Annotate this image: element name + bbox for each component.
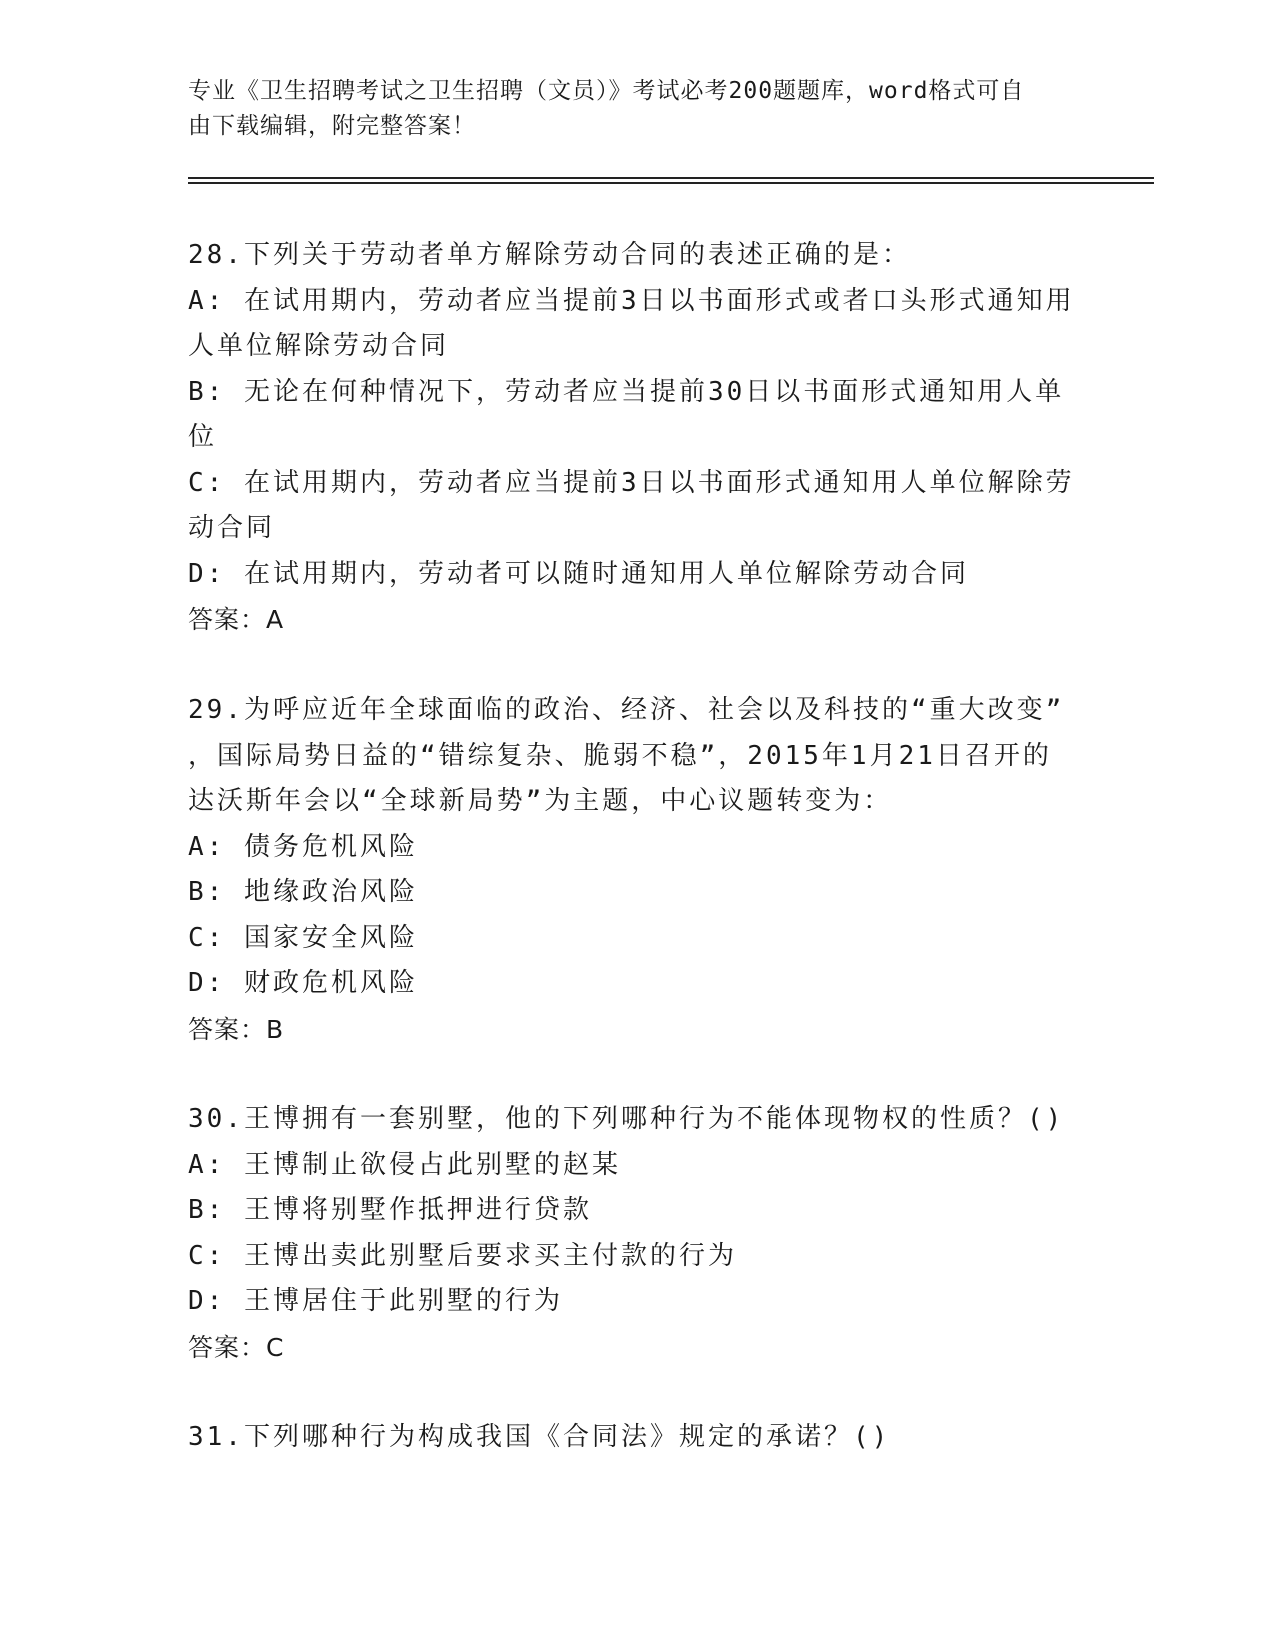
document-header bbox=[188, 74, 1068, 144]
question-stem-cont: ，国际局势日益的“错综复杂、脆弱不稳”，2015年1月21日召开的 bbox=[188, 740, 1052, 771]
option-d: D: 王博居住于此别墅的行为 bbox=[188, 1286, 563, 1316]
question-stem: 31.下列哪种行为构成我国《合同法》规定的承诺？() bbox=[188, 1422, 891, 1452]
question-28 bbox=[188, 233, 1088, 643]
answer-label: 答案：B bbox=[188, 1014, 285, 1044]
option-c: C: 在试用期内，劳动者应当提前3日以书面形式通知用人单位解除劳 bbox=[188, 467, 1075, 498]
option-c: C: 国家安全风险 bbox=[188, 922, 418, 953]
option-b: B: 王博将别墅作抵押进行贷款 bbox=[188, 1195, 592, 1225]
option-a: A: 债务危机风险 bbox=[188, 831, 418, 862]
option-d: D: 财政危机风险 bbox=[188, 968, 418, 998]
option-b: B: 地缘政治风险 bbox=[188, 877, 418, 907]
answer-label: 答案：A bbox=[188, 605, 285, 634]
header-line-1: 专业《卫生招聘考试之卫生招聘（文员）》考试必考200题题库，word格式可自 bbox=[188, 78, 1025, 104]
question-30 bbox=[188, 1097, 1088, 1370]
header-divider-top bbox=[188, 177, 1154, 179]
option-d: D: 在试用期内，劳动者可以随时通知用人单位解除劳动合同 bbox=[188, 558, 969, 589]
option-c: C: 王博出卖此别墅后要求买主付款的行为 bbox=[188, 1240, 737, 1271]
option-a: A: 在试用期内，劳动者应当提前3日以书面形式或者口头形式通知用 bbox=[188, 285, 1075, 316]
question-stem: 29.为呼应近年全球面临的政治、经济、社会以及科技的“重大改变” bbox=[188, 695, 1065, 725]
question-stem-cont: 达沃斯年会以“全球新局势”为主题，中心议题转变为： bbox=[188, 786, 893, 816]
option-b: B: 无论在何种情况下，劳动者应当提前30日以书面形式通知用人单 bbox=[188, 376, 1065, 407]
answer-label: 答案：C bbox=[188, 1332, 285, 1362]
option-c-cont: 动合同 bbox=[188, 513, 276, 543]
question-29 bbox=[188, 688, 1088, 1052]
question-31 bbox=[188, 1415, 1088, 1461]
header-line-2: 由下载编辑，附完整答案！ bbox=[188, 113, 476, 139]
option-a-cont: 人单位解除劳动合同 bbox=[188, 331, 450, 361]
option-b-cont: 位 bbox=[188, 422, 218, 452]
question-stem: 30.王博拥有一套别墅，他的下列哪种行为不能体现物权的性质？() bbox=[188, 1104, 1065, 1134]
header-divider-bottom bbox=[188, 182, 1154, 184]
question-stem: 28.下列关于劳动者单方解除劳动合同的表述正确的是： bbox=[188, 240, 911, 270]
option-a: A: 王博制止欲侵占此别墅的赵某 bbox=[188, 1149, 621, 1180]
